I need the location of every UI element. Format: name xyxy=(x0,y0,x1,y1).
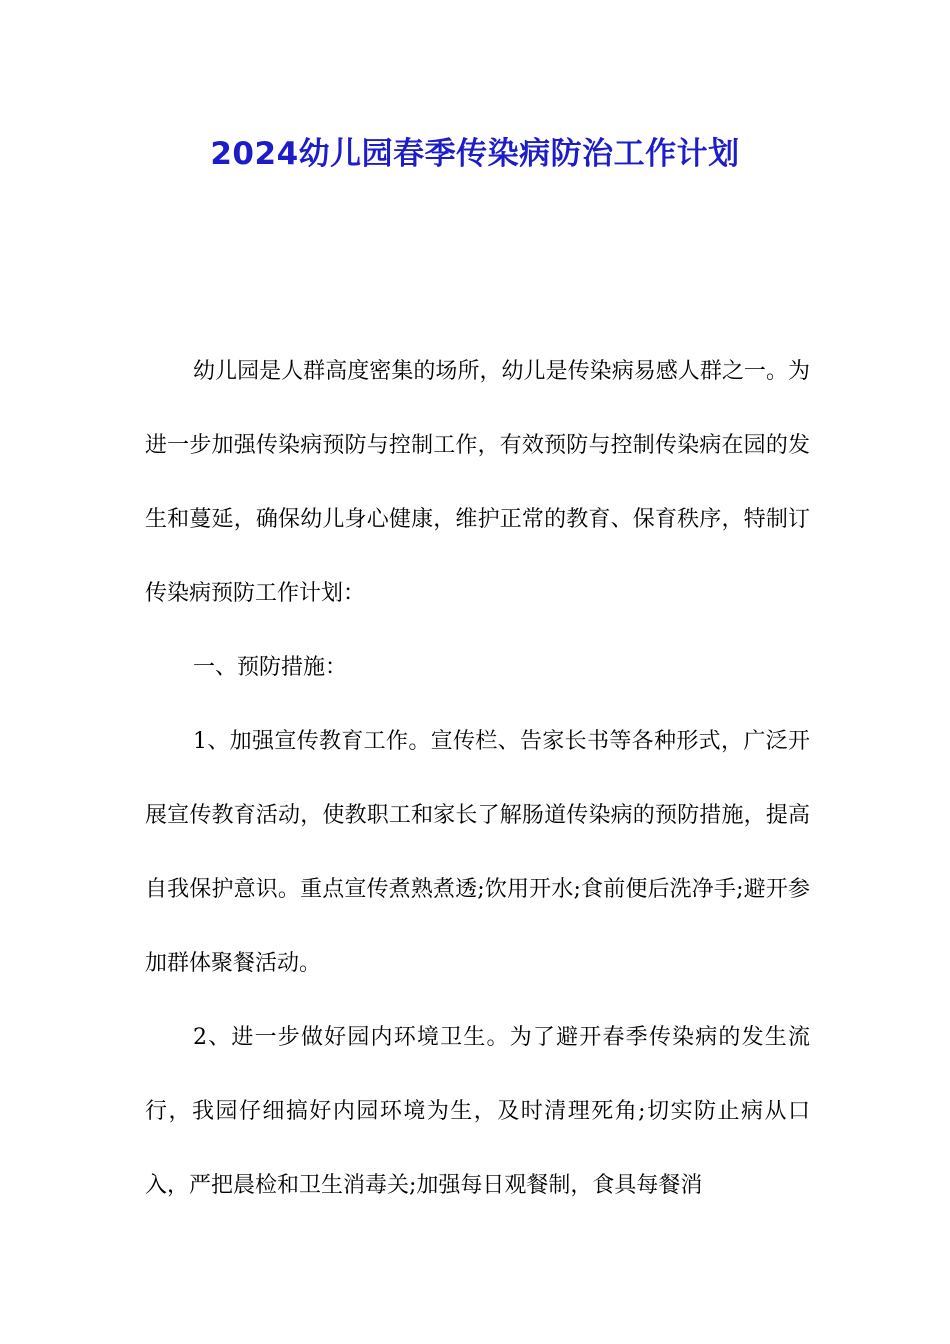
paragraph-item-1: 1、加强宣传教育工作。宣传栏、告家长书等各种形式，广泛开展宣传教育活动，使教职工和家长了解肠道传染病的预防措施，提高自我保护意识。重点宣传煮熟煮透;饮用开水;食前便后洗净手;避开参加群体聚餐活动。 xyxy=(145,729,810,976)
document-title: 2024幼儿园春季传染病防治工作计划 xyxy=(210,136,740,172)
paragraph-intro: 幼儿园是人群高度密集的场所，幼儿是传染病易感人群之一。为进一步加强传染病预防与控制工作，有效预防与控制传染病在园的发生和蔓延，确保幼儿身心健康，维护正常的教育、保育秩序，特制订传染病预防工作计划： xyxy=(145,359,810,606)
paragraph-section-heading: 一、预防措施： xyxy=(193,655,348,680)
paragraph-item-2: 2、进一步做好园内环境卫生。为了避开春季传染病的发生流行，我园仔细搞好内园环境为生，及时清理死角;切实防止病从口入，严把晨检和卫生消毒关;加强每日观餐制，食具每餐消 xyxy=(145,1025,810,1198)
document-body xyxy=(145,335,810,1223)
